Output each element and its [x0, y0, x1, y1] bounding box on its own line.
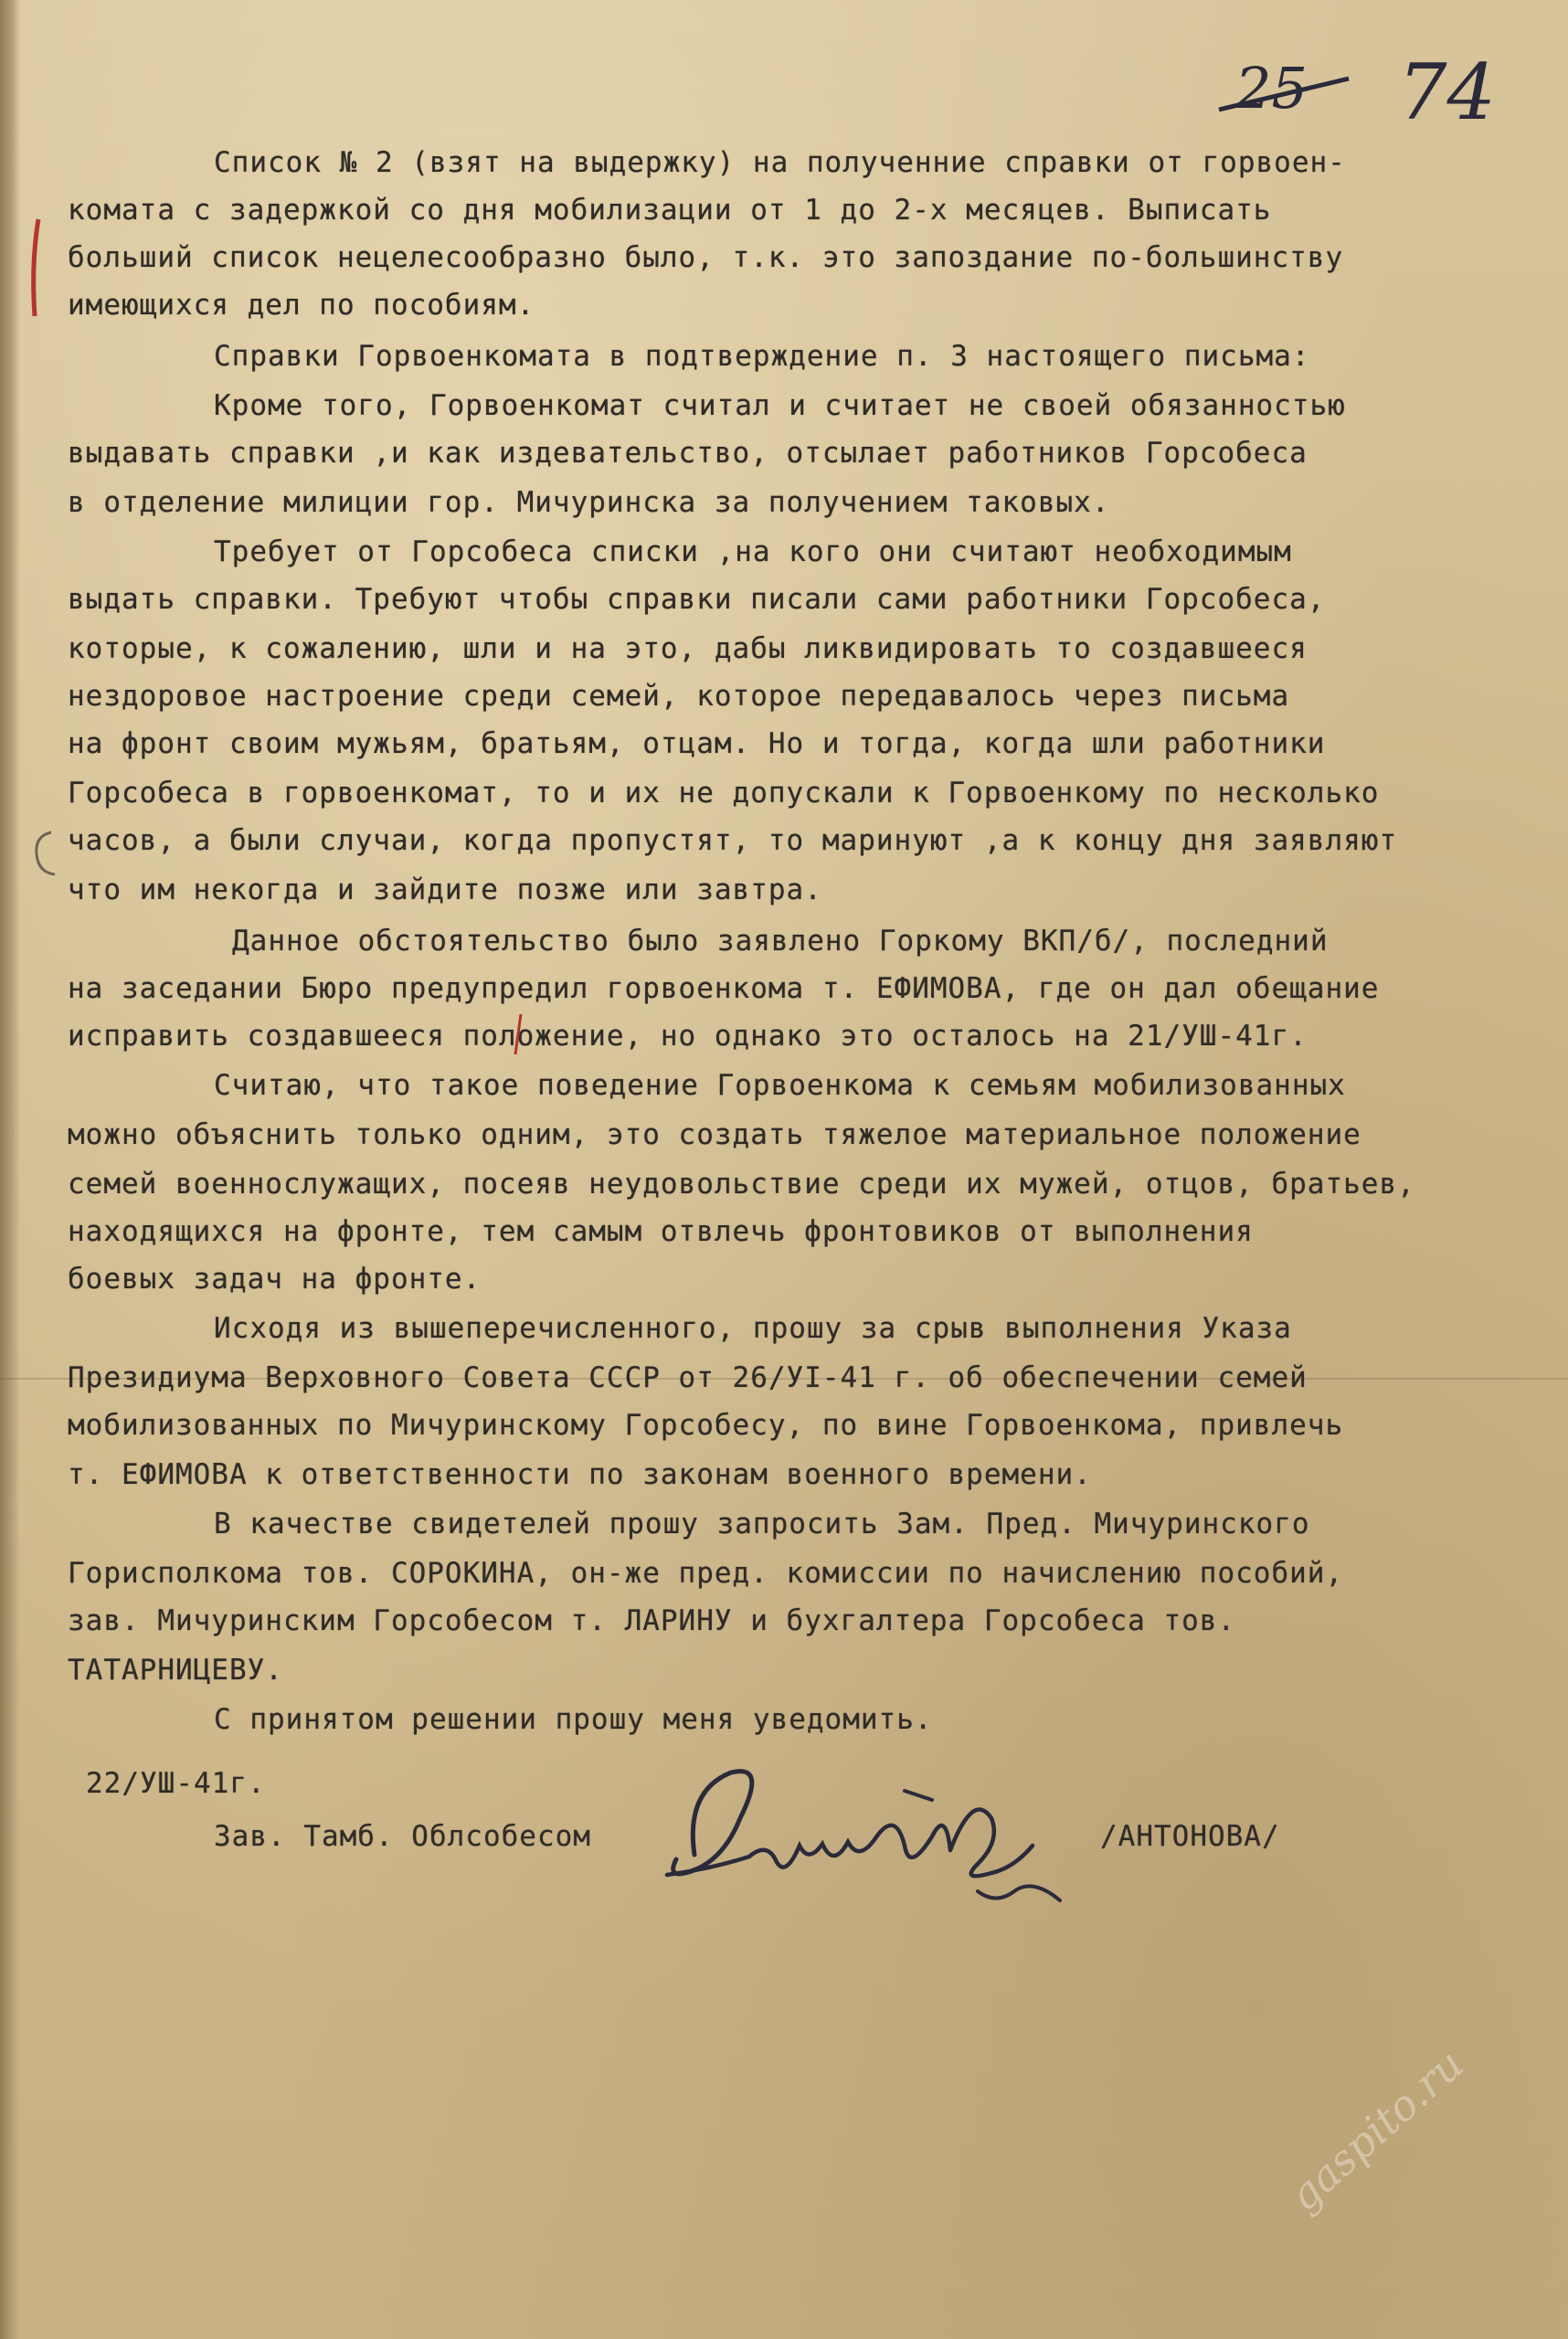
text-line-content: семей военнослужащих, посеяв неудовольствие среди их мужей, отцов, братьев,: [68, 1168, 1415, 1201]
text-line-content: Список № 2 (взят на выдержку) на полученние справки от горвоен-: [214, 146, 1346, 179]
text-line-content: т. ЕФИМОВА к ответственности по законам военного времени.: [68, 1458, 1092, 1491]
text-line: [68, 1261, 481, 1297]
text-line: [68, 435, 1308, 471]
text-line-content: В качестве свидетелей прошу запросить Зам. Пред. Мичуринского: [214, 1508, 1310, 1540]
text-line-content: нездоровое настроение среди семей, которое передавалось через письма: [68, 680, 1290, 713]
text-line: [68, 484, 1110, 521]
text-line-content: боевых задач на фронте.: [68, 1263, 482, 1296]
text-line-content: Исходя из вышеперечисленного, прошу за срыв выполнения Указа: [214, 1312, 1292, 1345]
text-line: [68, 1407, 1343, 1444]
text-line: [68, 872, 822, 908]
text-line: [214, 1701, 933, 1738]
text-line: [68, 1652, 283, 1688]
text-line-content: находящихся на фронте, тем самым отвлечь фронтовиков от выполнения: [68, 1215, 1254, 1248]
text-line-content: можно объяснить только одним, это создать тяжелое материальное положение: [68, 1118, 1361, 1151]
text-line-content: Справки Горвоенкомата в подтверждение п. 3 настоящего письма:: [214, 340, 1310, 373]
letter-date: [86, 1765, 266, 1802]
archive-number-current-text: 74: [1398, 48, 1496, 137]
text-line-content: исправить создавшееся положение, но однако это осталось на 21/УШ-41г.: [68, 1020, 1308, 1053]
text-line: [68, 1166, 1415, 1202]
text-line: [214, 338, 1309, 375]
text-line-content: С принятом решении прошу меня уведомить.: [214, 1703, 933, 1736]
text-line: [68, 287, 535, 323]
text-line-content: мобилизованных по Мичуринскому Горсобесу, по вине Горвоенкома, привлечь: [68, 1409, 1344, 1442]
text-line-content: Кроме того, Горвоенкомат считал и считает не своей обязанностью: [214, 389, 1346, 422]
text-line: [68, 1555, 1343, 1592]
text-line: [68, 678, 1289, 714]
text-line: [68, 1213, 1254, 1250]
text-line: [68, 1456, 1092, 1493]
letter-date-text: 22/УШ-41г.: [86, 1767, 266, 1800]
text-line-content: в отделение милиции гор. Мичуринска за получением таковых.: [68, 486, 1110, 519]
text-line: [68, 970, 1379, 1007]
text-line: [214, 144, 1346, 181]
text-line-content: выдавать справки ,и как издевательство, отсылает работников Горсобеса: [68, 437, 1308, 470]
text-line-content: Президиума Верховного Совета СССР от 26/УI-41 г. об обеспечении семей: [68, 1361, 1308, 1394]
text-line: [68, 775, 1379, 811]
text-line-content: имеющихся дел по пособиям.: [68, 289, 535, 322]
text-line: [68, 581, 1325, 618]
text-line-content: Требует от Горсобеса списки ,на кого они считают необходимым: [214, 535, 1292, 568]
text-line-content: на заседании Бюро предупредил горвоенкома т. ЕФИМОВА, где он дал обещание: [68, 972, 1380, 1005]
text-line: [214, 534, 1292, 570]
text-line-content: которые, к сожалению, шли и на это, дабы ликвидировать то создавшееся: [68, 632, 1308, 665]
watermark-text: gaspito.ru: [1279, 2038, 1473, 2221]
text-line-content: выдать справки. Требуют чтобы справки писали сами работники Горсобеса,: [68, 583, 1326, 616]
archive-number-struck-text: 25: [1235, 55, 1308, 122]
text-line: [214, 1506, 1309, 1542]
text-line-content: Горисполкома тов. СОРОКИНА, он-же пред. комиссии по начислению пособий,: [68, 1557, 1344, 1590]
text-line: [68, 192, 1271, 228]
text-line: [68, 630, 1308, 667]
text-line: [68, 239, 1343, 276]
signatory-name-text: /АНТОНОВА/: [1100, 1820, 1280, 1853]
text-line-content: на фронт своим мужьям, братьям, отцам. Но и тогда, когда шли работники: [68, 727, 1326, 760]
text-line: [68, 1360, 1308, 1396]
text-line: [214, 1310, 1292, 1347]
text-line-content: больший список нецелесообразно было, т.к. это запоздание по-большинству: [68, 241, 1344, 274]
text-line: [232, 923, 1328, 959]
text-line-content: зав. Мичуринским Горсобесом т. ЛАРИНУ и бухгалтера Горсобеса тов.: [68, 1604, 1236, 1637]
text-line-content: комата с задержкой со дня мобилизации от 1 до 2-х месяцев. Выписать: [68, 194, 1272, 227]
text-line: [68, 822, 1397, 859]
text-line: [214, 387, 1346, 424]
signatory-name: [1100, 1818, 1280, 1855]
text-line-content: Горсобеса в горвоенкомат, то и их не допускали к Горвоенкому по несколько: [68, 777, 1380, 810]
text-line: [68, 1603, 1235, 1639]
text-line-content: часов, а были случаи, когда пропустят, то маринуют ,а к концу дня заявляют: [68, 824, 1398, 857]
text-line: [68, 1018, 1308, 1054]
text-line: [68, 725, 1325, 762]
text-line: [68, 1117, 1361, 1153]
handwritten-signature: [630, 1754, 1087, 1928]
red-tick-mark: [512, 1012, 524, 1056]
signatory-title-text: Зав. Тамб. Облсобесом: [214, 1820, 591, 1853]
text-line: [214, 1067, 1346, 1104]
text-line-content: Данное обстоятельство было заявлено Горкому ВКП/б/, последний: [232, 925, 1329, 958]
signatory-title: [214, 1818, 591, 1855]
text-line-content: Считаю, что такое поведение Горвоенкома к семьям мобилизованных: [214, 1069, 1346, 1102]
text-line-content: ТАТАРНИЦЕВУ.: [68, 1654, 283, 1687]
text-line-content: что им некогда и зайдите позже или завтра.: [68, 873, 822, 906]
